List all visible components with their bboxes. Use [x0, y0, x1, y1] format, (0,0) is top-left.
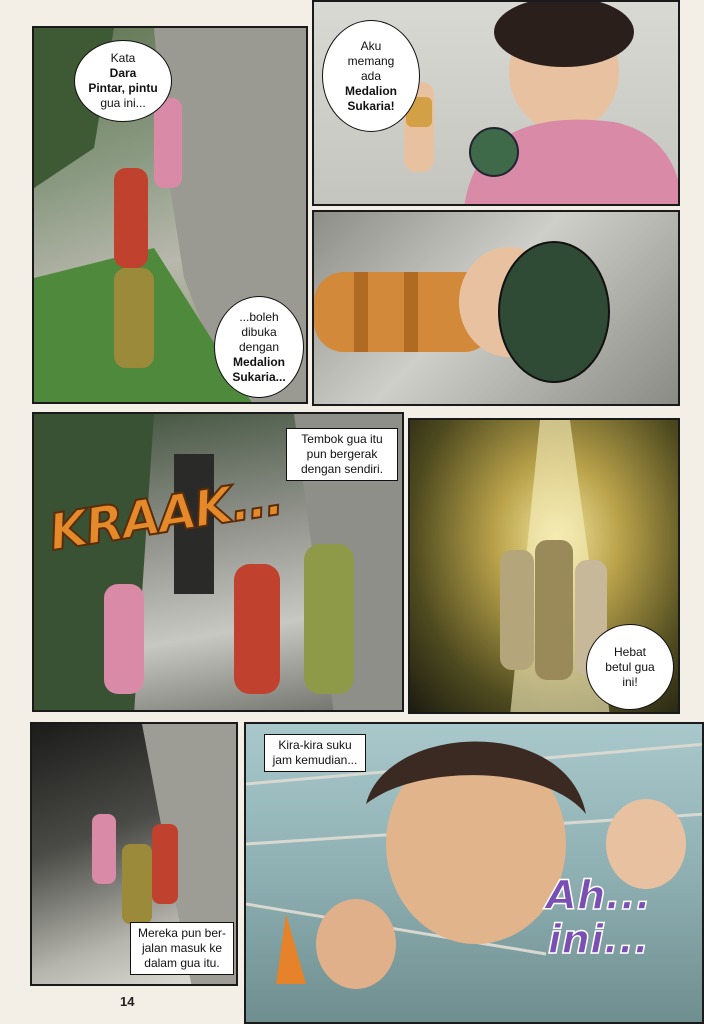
figure-red [234, 564, 280, 694]
medallion-in-rock [499, 242, 609, 382]
figure-red-robe [114, 168, 148, 268]
sfx-ah-ini: Ah... ini... [546, 873, 652, 963]
arm-medallion-art [314, 212, 680, 406]
panel-3-arm-on-rock [312, 210, 680, 406]
figure-pink-robe [154, 98, 182, 188]
caption-tembok-gua: Tembok gua itu pun bergerak dengan sendiri. [286, 428, 398, 481]
panel-7-arrow-ambush [244, 722, 704, 1024]
page-number: 14 [120, 994, 135, 1009]
speech-bubble-hebat-betul: Hebat betul gua ini! [586, 624, 674, 710]
figure-center [535, 540, 573, 680]
figure-red-small [152, 824, 178, 904]
figure-green-robe [114, 268, 154, 368]
panel-6-enter-cave [30, 722, 238, 986]
panel-1-cliff-climb [32, 26, 308, 404]
caption-kira-kira: Kira-kira suku jam kemudian... [264, 734, 366, 772]
speech-bubble-aku-memang-ada: Aku memang ada Medalion Sukaria! [322, 20, 420, 132]
boy-face [316, 899, 396, 989]
panel-2-girl-medallion [312, 0, 680, 206]
figure-left [500, 550, 534, 670]
speech-bubble-dara-pintar: Kata Dara Pintar, pintu gua ini... [74, 40, 172, 122]
medallion [470, 128, 518, 176]
speech-bubble-medalion-sukaria: ...boleh dibuka dengan Medalion Sukaria... [214, 296, 304, 398]
panel-5-glowing-cave [408, 418, 680, 714]
caption-mereka-pun: Mereka pun ber- jalan masuk ke dalam gua itu. [130, 922, 234, 975]
figure-green [304, 544, 354, 694]
figure-pink-small [92, 814, 116, 884]
panel-4-cave-wall-moves [32, 412, 404, 712]
figure-green-small [122, 844, 152, 924]
sfx-kraak: KRAAK... [44, 468, 286, 562]
figure-pink [104, 584, 144, 694]
